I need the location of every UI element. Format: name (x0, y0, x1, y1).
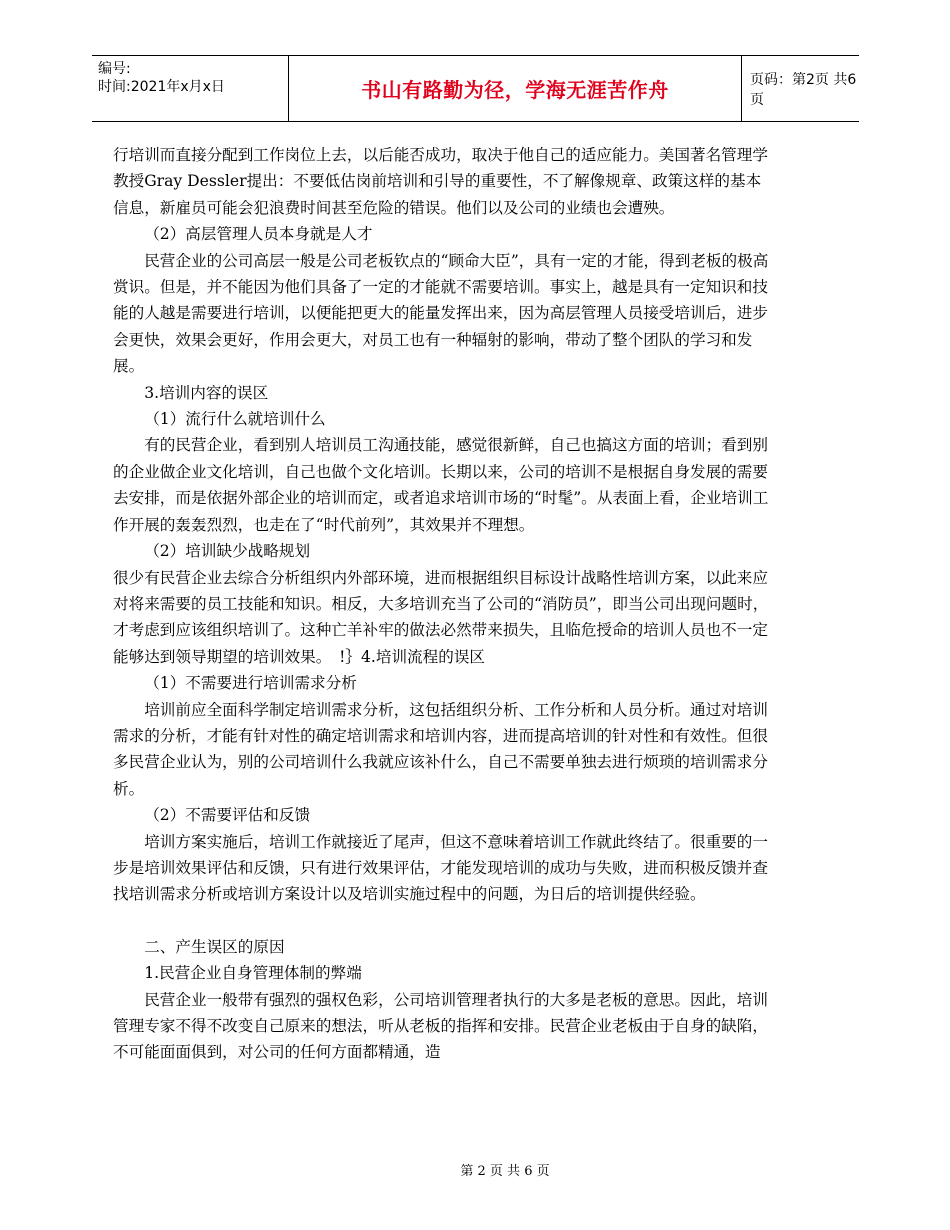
paragraph: 很少有民营企业去综合分析组织内外部环境，进而根据组织目标设计战略性培训方案，以此来应对将来需要的员工技能和知识。相反，大多培训充当了公司的“消防员”，即当公司出现问题时，才考虑到应该组织培训了。这种亡羊补牢的做法必然带来损失，且临危授命的培训人员也不一定能够达到领导期望的培训效果。 !｝4.培训流程的误区 (113, 568, 769, 666)
paragraph: （2）高层管理人员本身就是人才 (144, 225, 373, 244)
doc-date: 时间:2021年x月x日 (98, 79, 225, 95)
paragraph: 3.培训内容的误区 (144, 383, 269, 402)
header-page-number: 页码：第2页 共6页 (750, 71, 857, 108)
doc-number: 编号: (98, 61, 131, 77)
paragraph: （2）培训缺少战略规划 (144, 542, 311, 561)
blank-line (113, 908, 773, 934)
paragraph: 1.民营企业自身管理体制的弊端 (144, 964, 362, 983)
paragraph: （2）不需要评估和反馈 (144, 806, 311, 825)
paragraph: （1）流行什么就培训什么 (144, 410, 326, 429)
paragraph: 民营企业的公司高层一般是公司老板钦点的“顾命大臣”，具有一定的才能，得到老板的极高赏识。但是，并不能因为他们具备了一定的才能就不需要培训。事实上，越是具有一定知识和技能的人越是需要进行培训，以便能把更大的能量发挥出来，因为高层管理人员接受培训后，进步会更快，效果会更好，作用会更大，对员工也有一种辐射的影响，带动了整个团队的学习和发展。 (113, 251, 769, 376)
header-motto: 书山有路勤为径，学海无涯苦作舟 (288, 56, 742, 121)
document-body (113, 142, 773, 1066)
paragraph: 有的民营企业，看到别人培训员工沟通技能，感觉很新鲜，自己也搞这方面的培训；看到别的企业做企业文化培训，自己也做个文化培训。长期以来，公司的培训不是根据自身发展的需要去安排，而是依据外部企业的培训而定，或者追求培训市场的“时髦”。从表面上看，企业培训工作开展的轰轰烈烈，也走在了“时代前列”，其效果并不理想。 (113, 436, 769, 534)
paragraph: 培训前应全面科学制定培训需求分析，这包括组织分析、工作分析和人员分析。通过对培训需求的分析，才能有针对性的确定培训需求和培训内容，进而提高培训的针对性和有效性。但很多民营企业认为，别的公司培训什么我就应该补什么，自己不需要单独去进行烦琐的培训需求分析。 (113, 700, 768, 798)
paragraph: 二、产生误区的原因 (144, 937, 285, 956)
paragraph: 培训方案实施后，培训工作就接近了尾声，但这不意味着培训工作就此终结了。很重要的一步是培训效果评估和反馈，只有进行效果评估，才能发现培训的成功与失败，进而积极反馈并查找培训需求分析或培训方案设计以及培训实施过程中的问题，为日后的培训提供经验。 (113, 832, 768, 904)
paragraph: 民营企业一般带有强烈的强权色彩，公司培训管理者执行的大多是老板的意思。因此，培训管理专家不得不改变自己原来的想法，听从老板的指挥和安排。民营企业老板由于自身的缺陷，不可能面面俱到，对公司的任何方面都精通，造 (113, 990, 768, 1062)
page-header (92, 55, 859, 122)
paragraph: 行培训而直接分配到工作岗位上去，以后能否成功，取决于他自己的适应能力。美国著名管理学教授Gray Dessler提出：不要低估岗前培训和引导的重要性，不了解像规章、政策这样的基本信息，新雇员可能会犯浪费时间甚至危险的错误。他们以及公司的业绩也会遭殃。 (113, 146, 768, 217)
page-footer: 第 2 页 共 6 页 (460, 1164, 550, 1179)
paragraph: （1）不需要进行培训需求分析 (144, 674, 357, 693)
header-meta (92, 56, 288, 121)
